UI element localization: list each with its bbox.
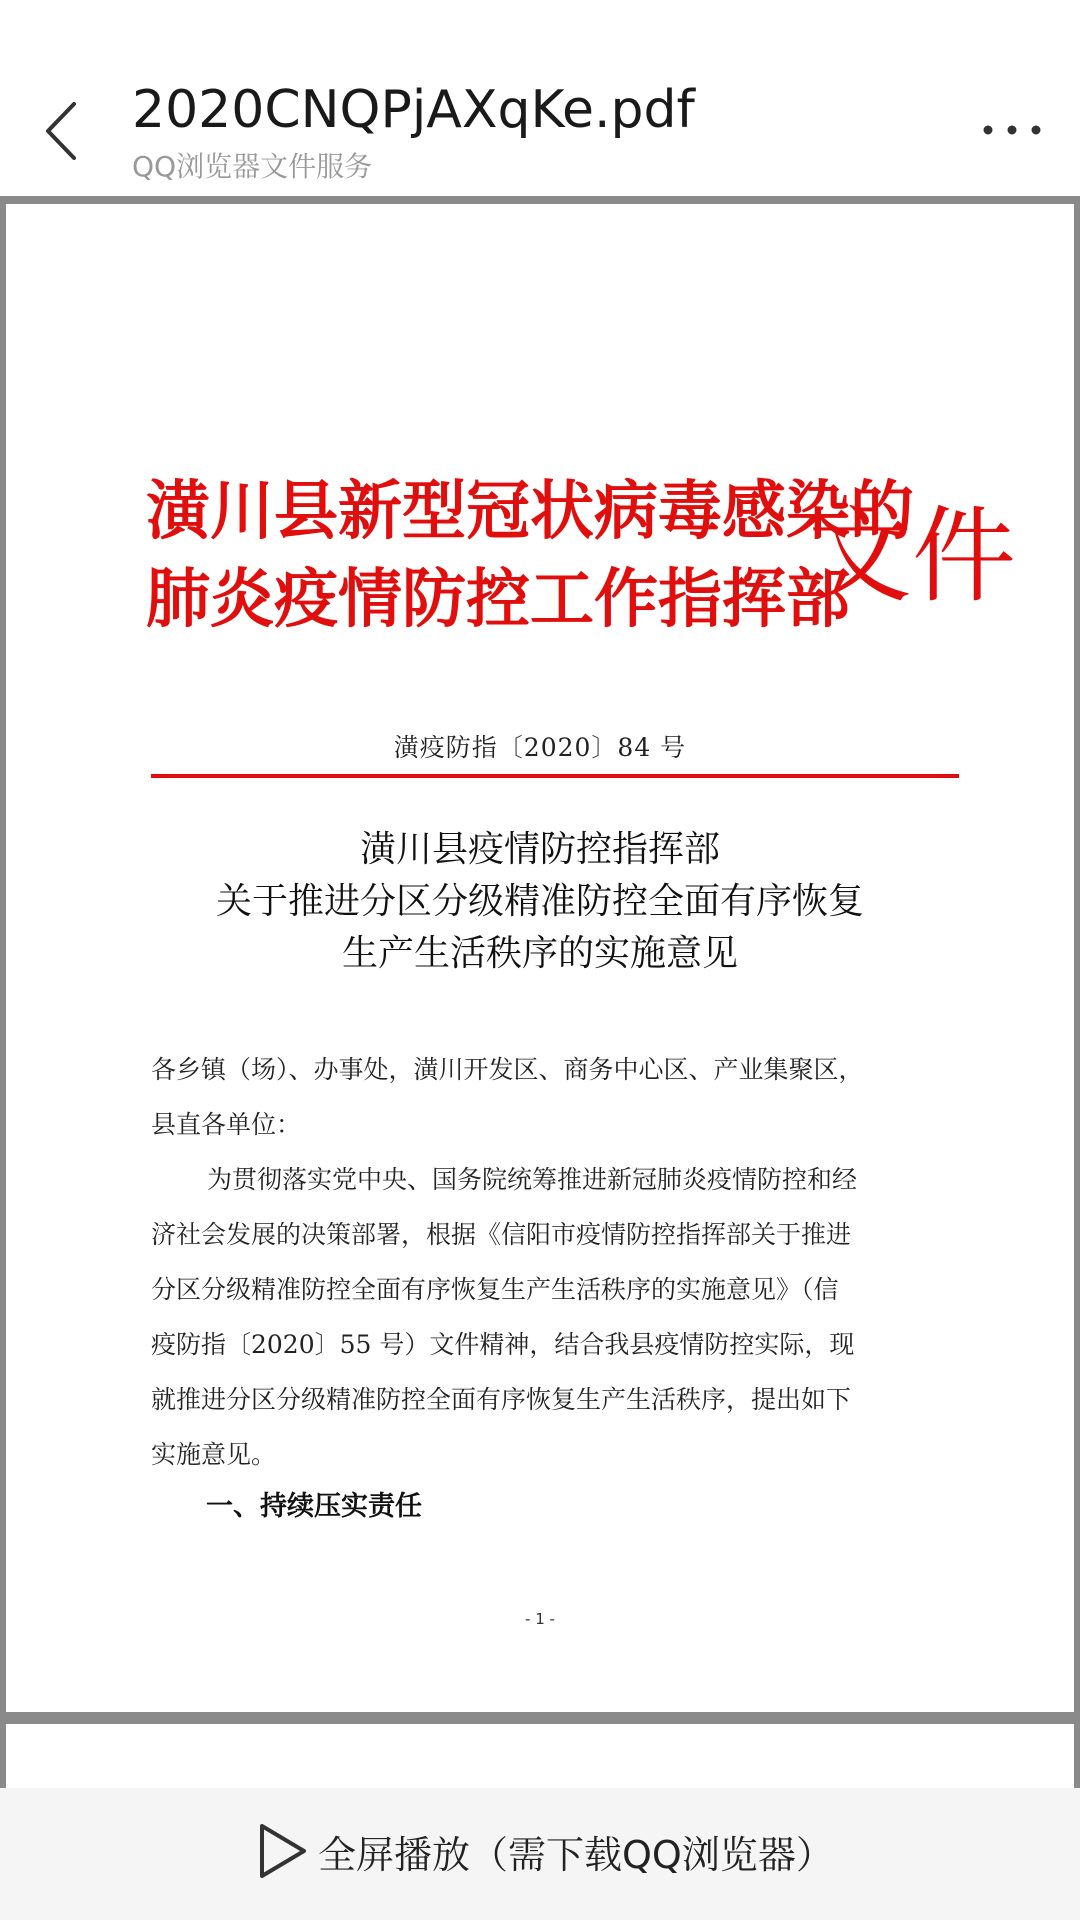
- file-title: 2020CNQPjAXqKe.pdf: [132, 80, 695, 140]
- more-horizontal-icon: [980, 112, 1044, 148]
- chevron-left-icon: [38, 96, 88, 166]
- red-header-line-1: 潢川县新型冠状病毒感染的: [146, 474, 914, 549]
- pdf-viewer[interactable]: [0, 196, 1080, 1788]
- pdf-page-1: [6, 204, 1074, 1712]
- section-heading: 一、持续压实责任: [206, 1491, 422, 1522]
- fullscreen-play-button[interactable]: [254, 1818, 834, 1884]
- body-line: 县直各单位：: [151, 1110, 302, 1139]
- document-number: 潢疫防指〔2020〕84 号: [393, 733, 687, 762]
- body-line: 疫防指〔2020〕55 号）文件精神，结合我县疫情防控实际，现: [151, 1330, 855, 1359]
- file-source-subtitle: QQ浏览器文件服务: [132, 150, 373, 183]
- back-button[interactable]: [38, 96, 88, 166]
- body-line: 济社会发展的决策部署，根据《信阳市疫情防控指挥部关于推进: [151, 1220, 852, 1249]
- more-button[interactable]: [980, 112, 1044, 148]
- pdf-page-2: [6, 1724, 1074, 1788]
- document-body: [151, 1042, 951, 1482]
- body-line: 为贯彻落实党中央、国务院统筹推进新冠肺炎疫情防控和经: [207, 1165, 858, 1194]
- body-line: 就推进分区分级精准防控全面有序恢复生产生活秩序，提出如下: [151, 1385, 852, 1414]
- fullscreen-play-label: 全屏播放（需下载QQ浏览器）: [318, 1832, 834, 1877]
- body-line: 实施意见。: [151, 1440, 277, 1469]
- body-line: 分区分级精准防控全面有序恢复生产生活秩序的实施意见》（信: [151, 1275, 839, 1304]
- document-title: [6, 824, 1074, 980]
- title-line-3: 生产生活秩序的实施意见: [341, 933, 738, 974]
- top-bar: [0, 0, 1080, 196]
- title-line-2: 关于推进分区分级精准防控全面有序恢复: [215, 881, 864, 922]
- red-divider: [151, 774, 959, 778]
- page-number: - 1 -: [525, 1610, 555, 1628]
- play-icon: [254, 1820, 310, 1882]
- red-header-suffix: 文件: [808, 495, 1017, 617]
- red-document-header: [146, 472, 1017, 652]
- body-line: 各乡镇（场）、办事处，潢川开发区、商务中心区、产业集聚区，: [151, 1055, 864, 1084]
- red-header-line-2: 肺炎疫情防控工作指挥部: [146, 562, 850, 637]
- title-line-1: 潢川县疫情防控指挥部: [359, 829, 720, 870]
- bottom-bar: [0, 1788, 1080, 1920]
